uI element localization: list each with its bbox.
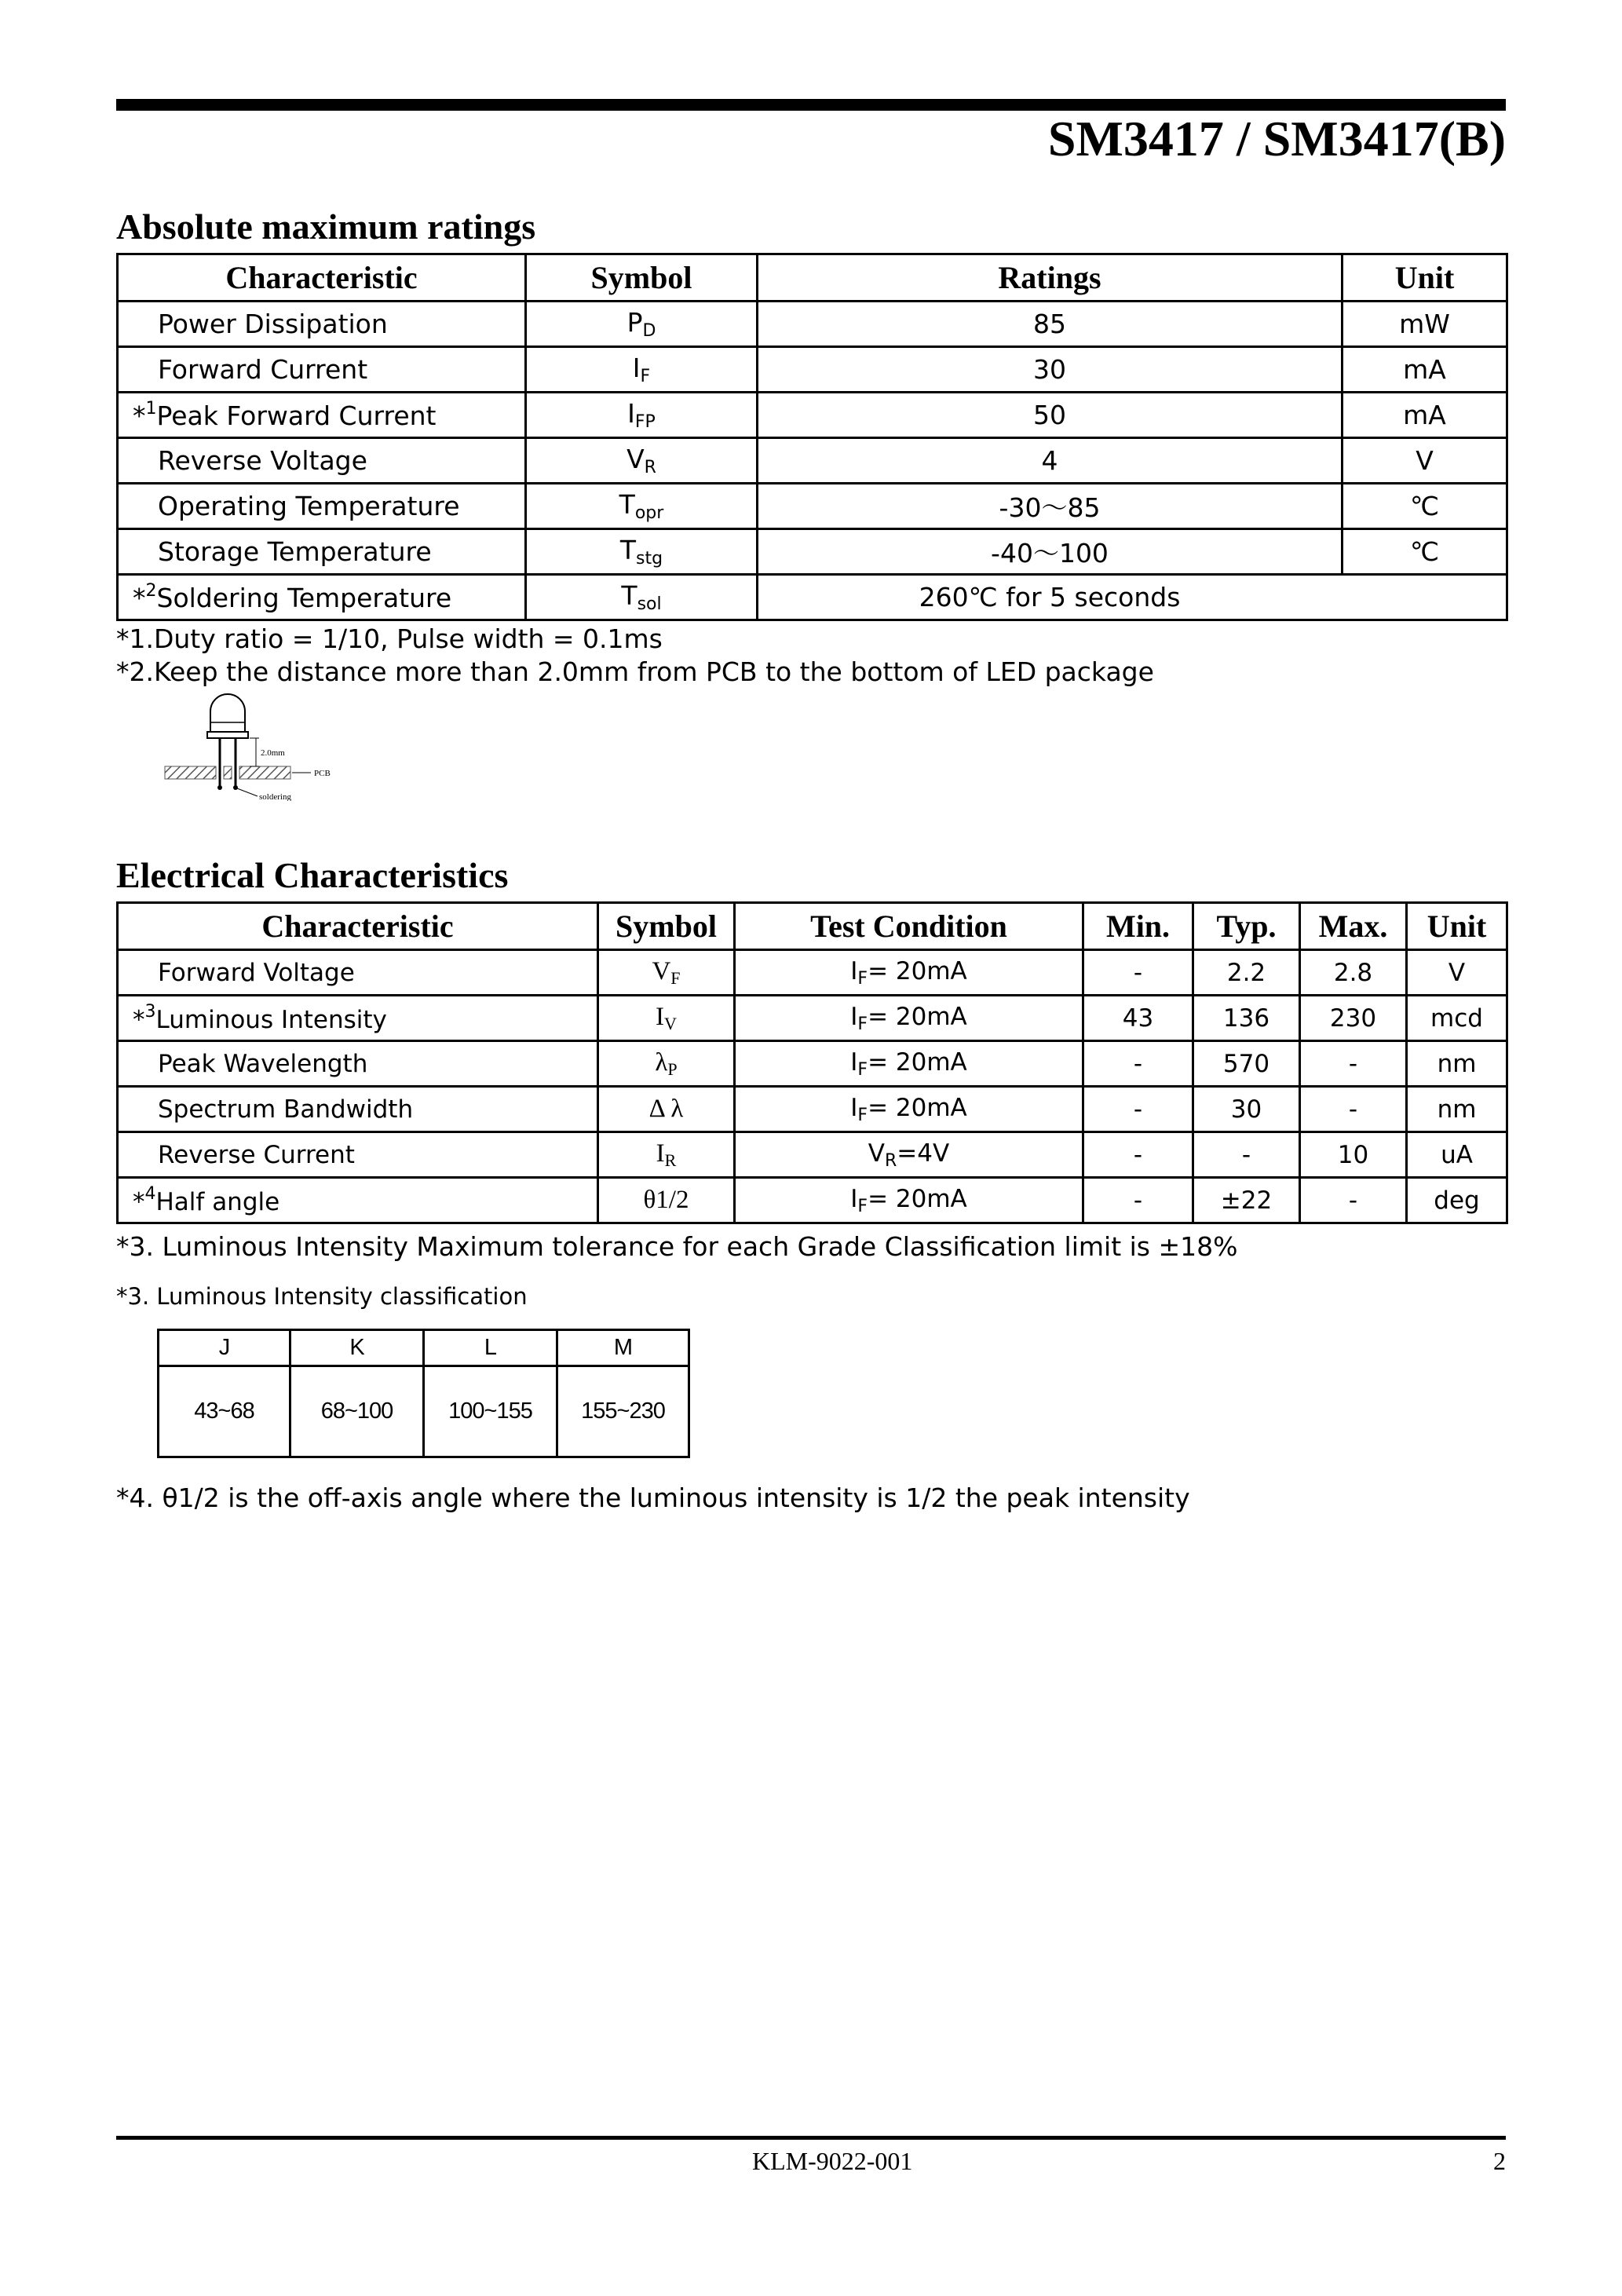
condition-symbol: I <box>850 1002 858 1031</box>
symbol-main: I <box>632 353 641 383</box>
typ-cell: 136 <box>1193 996 1300 1041</box>
col-ratings: Ratings <box>758 254 1343 302</box>
col-min: Min. <box>1083 903 1193 950</box>
soldering-label: soldering <box>259 792 291 801</box>
characteristic-cell <box>118 529 526 575</box>
condition-sub: F <box>857 968 868 989</box>
page-number: 2 <box>1493 2147 1506 2175</box>
symbol-cell <box>598 950 735 996</box>
symbol-sub: F <box>640 367 651 386</box>
characteristic-name: Reverse Voltage <box>158 445 367 476</box>
abs-note-2: *2.Keep the distance more than 2.0mm from PCB to the bottom of LED package <box>116 656 1154 687</box>
symbol-sub: R <box>664 1150 677 1170</box>
typ-cell: 2.2 <box>1193 950 1300 996</box>
symbol-cell <box>526 302 758 347</box>
grade-row <box>159 1330 689 1366</box>
characteristic-name: Forward Current <box>158 354 368 385</box>
symbol-cell <box>526 438 758 484</box>
characteristic-name: Soldering Temperature <box>156 583 452 613</box>
symbol-sub: F <box>670 967 681 988</box>
unit-cell: V <box>1343 438 1507 484</box>
symbol-cell <box>526 393 758 438</box>
symbol-main: λ <box>655 1047 668 1077</box>
characteristic-cell <box>118 996 598 1041</box>
condition-cell <box>735 1087 1083 1132</box>
elec-heading: Electrical Characteristics <box>116 855 509 895</box>
col-typ: Typ. <box>1193 903 1300 950</box>
symbol-sub: stg <box>636 549 663 569</box>
unit-cell: uA <box>1407 1132 1507 1178</box>
abs-row <box>118 438 1507 484</box>
elec-note-4: *4. θ1/2 is the off-axis angle where the luminous intensity is 1/2 the peak intensity <box>116 1483 1190 1513</box>
rating-cell: 85 <box>758 302 1343 347</box>
grade-k: K <box>290 1330 424 1366</box>
unit-cell: V <box>1407 950 1507 996</box>
min-cell: - <box>1083 950 1193 996</box>
characteristic-name: Peak Wavelength <box>158 1049 368 1078</box>
led-leads <box>217 738 238 790</box>
rating-cell: -30～85 <box>758 484 1343 529</box>
elec-header-row <box>118 903 1507 950</box>
characteristic-name: Reverse Current <box>158 1140 355 1169</box>
range-l: 100~155 <box>424 1366 557 1457</box>
symbol-main: θ1/2 <box>643 1186 689 1214</box>
range-k: 68~100 <box>290 1366 424 1457</box>
unit-cell: nm <box>1407 1087 1507 1132</box>
rating-cell: 30 <box>758 347 1343 393</box>
condition-symbol: V <box>868 1139 885 1168</box>
symbol-cell <box>526 484 758 529</box>
abs-row <box>118 484 1507 529</box>
symbol-main: T <box>619 489 635 520</box>
condition-cell <box>735 950 1083 996</box>
symbol-main: T <box>621 580 637 611</box>
range-row <box>159 1366 689 1457</box>
classification-table <box>157 1329 690 1458</box>
condition-sub: F <box>857 1014 868 1034</box>
symbol-sub: V <box>664 1013 677 1033</box>
characteristic-name: Operating Temperature <box>158 491 460 521</box>
min-cell: - <box>1083 1087 1193 1132</box>
min-cell: - <box>1083 1132 1193 1178</box>
footnote-star: *$^4$ <box>133 1184 156 1216</box>
elec-note-3: *3. Luminous Intensity Maximum tolerance for each Grade Classification limit is ±18% <box>116 1231 1238 1262</box>
unit-cell: mW <box>1343 302 1507 347</box>
symbol-sub: P <box>667 1058 678 1079</box>
symbol-cell <box>598 1132 735 1178</box>
typ-cell: - <box>1193 1132 1300 1178</box>
unit-cell: mA <box>1343 347 1507 393</box>
symbol-sub: opr <box>634 503 664 523</box>
unit-cell: nm <box>1407 1041 1507 1087</box>
unit-cell: mA <box>1343 393 1507 438</box>
max-cell: 2.8 <box>1300 950 1407 996</box>
symbol-cell <box>598 996 735 1041</box>
footnote-star: *$^3$ <box>133 1002 156 1034</box>
condition-value: = 20mA <box>868 1047 967 1077</box>
led-body-shape <box>207 694 248 738</box>
page-title: SM3417 / SM3417(B) <box>1047 111 1506 166</box>
top-rule <box>116 99 1506 111</box>
rating-cell: -40～100 <box>758 529 1343 575</box>
symbol-main: T <box>619 535 637 565</box>
abs-ratings-table <box>116 253 1508 621</box>
condition-cell <box>735 996 1083 1041</box>
symbol-main: I <box>656 1002 665 1031</box>
abs-row <box>118 393 1507 438</box>
symbol-sub: R <box>644 458 656 477</box>
condition-cell <box>735 1041 1083 1087</box>
symbol-cell <box>526 575 758 620</box>
elec-row <box>118 996 1507 1041</box>
symbol-main: Δ λ <box>648 1095 684 1123</box>
footnote-star: *$^2$ <box>133 581 157 613</box>
condition-value: = 20mA <box>868 956 967 985</box>
characteristic-cell <box>118 484 526 529</box>
symbol-sub: D <box>642 321 656 341</box>
col-characteristic: Characteristic <box>118 254 526 302</box>
characteristic-cell <box>118 393 526 438</box>
unit-cell: ℃ <box>1343 484 1507 529</box>
abs-header-row <box>118 254 1507 302</box>
unit-cell: ℃ <box>1343 529 1507 575</box>
symbol-main: P <box>627 307 643 338</box>
range-m: 155~230 <box>557 1366 689 1457</box>
dimension-label: 2.0mm <box>261 748 285 758</box>
typ-cell: 570 <box>1193 1041 1300 1087</box>
abs-row <box>118 575 1507 620</box>
pcb-board <box>165 766 290 779</box>
characteristic-cell <box>118 1087 598 1132</box>
typ-cell: ±22 <box>1193 1178 1300 1223</box>
max-cell: - <box>1300 1041 1407 1087</box>
elec-note-3b: *3. Luminous Intensity classification <box>116 1283 528 1310</box>
typ-cell: 30 <box>1193 1087 1300 1132</box>
abs-row <box>118 347 1507 393</box>
footnote-star: *$^1$ <box>133 399 157 431</box>
col-characteristic: Characteristic <box>118 903 598 950</box>
bottom-rule <box>116 2136 1506 2140</box>
characteristic-cell <box>118 1041 598 1087</box>
abs-row <box>118 529 1507 575</box>
abs-row <box>118 302 1507 347</box>
grade-m: M <box>557 1330 689 1366</box>
unit-cell: deg <box>1407 1178 1507 1223</box>
characteristic-cell <box>118 438 526 484</box>
symbol-main: V <box>627 444 645 474</box>
characteristic-name: Power Dissipation <box>158 309 388 339</box>
symbol-main: I <box>656 1139 665 1168</box>
rating-cell: 4 <box>758 438 1343 484</box>
condition-value: =4V <box>897 1139 950 1168</box>
symbol-cell <box>598 1041 735 1087</box>
condition-sub: F <box>857 1059 868 1080</box>
condition-value: = 20mA <box>868 1002 967 1031</box>
condition-symbol: I <box>850 1047 858 1077</box>
symbol-cell <box>598 1087 735 1132</box>
condition-sub: F <box>857 1196 868 1216</box>
characteristic-cell <box>118 1178 598 1223</box>
col-symbol: Symbol <box>598 903 735 950</box>
rating-cell: 260℃ for 5 seconds <box>758 575 1507 620</box>
symbol-main: V <box>652 956 671 985</box>
abs-heading: Absolute maximum ratings <box>116 207 536 247</box>
col-symbol: Symbol <box>526 254 758 302</box>
pcb-label: PCB <box>314 769 331 778</box>
grade-j: J <box>159 1330 290 1366</box>
symbol-cell <box>526 529 758 575</box>
characteristic-name: Forward Voltage <box>158 958 355 987</box>
grade-l: L <box>424 1330 557 1366</box>
characteristic-name: Half angle <box>155 1188 280 1216</box>
characteristic-name: Peak Forward Current <box>156 400 437 431</box>
min-cell: - <box>1083 1041 1193 1087</box>
condition-symbol: I <box>850 1184 858 1213</box>
elec-row <box>118 1087 1507 1132</box>
characteristic-name: Luminous Intensity <box>155 1006 387 1034</box>
max-cell: 230 <box>1300 996 1407 1041</box>
elec-row <box>118 1178 1507 1223</box>
condition-symbol: I <box>850 1093 858 1122</box>
max-cell: - <box>1300 1178 1407 1223</box>
condition-sub: R <box>885 1150 897 1171</box>
min-cell: 43 <box>1083 996 1193 1041</box>
col-unit: Unit <box>1343 254 1507 302</box>
abs-note-1: *1.Duty ratio = 1/10, Pulse width = 0.1ms <box>116 623 663 654</box>
soldering-diagram <box>157 691 345 801</box>
col-unit: Unit <box>1407 903 1507 950</box>
unit-cell: mcd <box>1407 996 1507 1041</box>
elec-char-table <box>116 901 1508 1224</box>
condition-value: = 20mA <box>868 1184 967 1213</box>
characteristic-cell <box>118 302 526 347</box>
pcb-pointer <box>292 769 331 778</box>
doc-code: KLM-9022-001 <box>752 2147 913 2175</box>
col-test-condition: Test Condition <box>735 903 1083 950</box>
elec-row <box>118 1132 1507 1178</box>
symbol-cell <box>598 1178 735 1223</box>
condition-value: = 20mA <box>868 1093 967 1122</box>
characteristic-name: Spectrum Bandwidth <box>158 1095 414 1124</box>
condition-cell <box>735 1132 1083 1178</box>
condition-sub: F <box>857 1105 868 1125</box>
symbol-sub: sol <box>637 594 662 614</box>
condition-symbol: I <box>850 956 858 985</box>
range-j: 43~68 <box>159 1366 290 1457</box>
characteristic-cell <box>118 1132 598 1178</box>
elec-row <box>118 950 1507 996</box>
condition-cell <box>735 1178 1083 1223</box>
characteristic-cell <box>118 950 598 996</box>
max-cell: - <box>1300 1087 1407 1132</box>
min-cell: - <box>1083 1178 1193 1223</box>
elec-row <box>118 1041 1507 1087</box>
symbol-main: I <box>627 398 635 429</box>
symbol-cell <box>526 347 758 393</box>
col-max: Max. <box>1300 903 1407 950</box>
symbol-sub: FP <box>634 412 656 432</box>
dimension-marker <box>250 738 285 766</box>
characteristic-name: Storage Temperature <box>158 536 432 567</box>
characteristic-cell <box>118 575 526 620</box>
rating-cell: 50 <box>758 393 1343 438</box>
characteristic-cell <box>118 347 526 393</box>
solder-pointer <box>237 788 291 801</box>
max-cell: 10 <box>1300 1132 1407 1178</box>
